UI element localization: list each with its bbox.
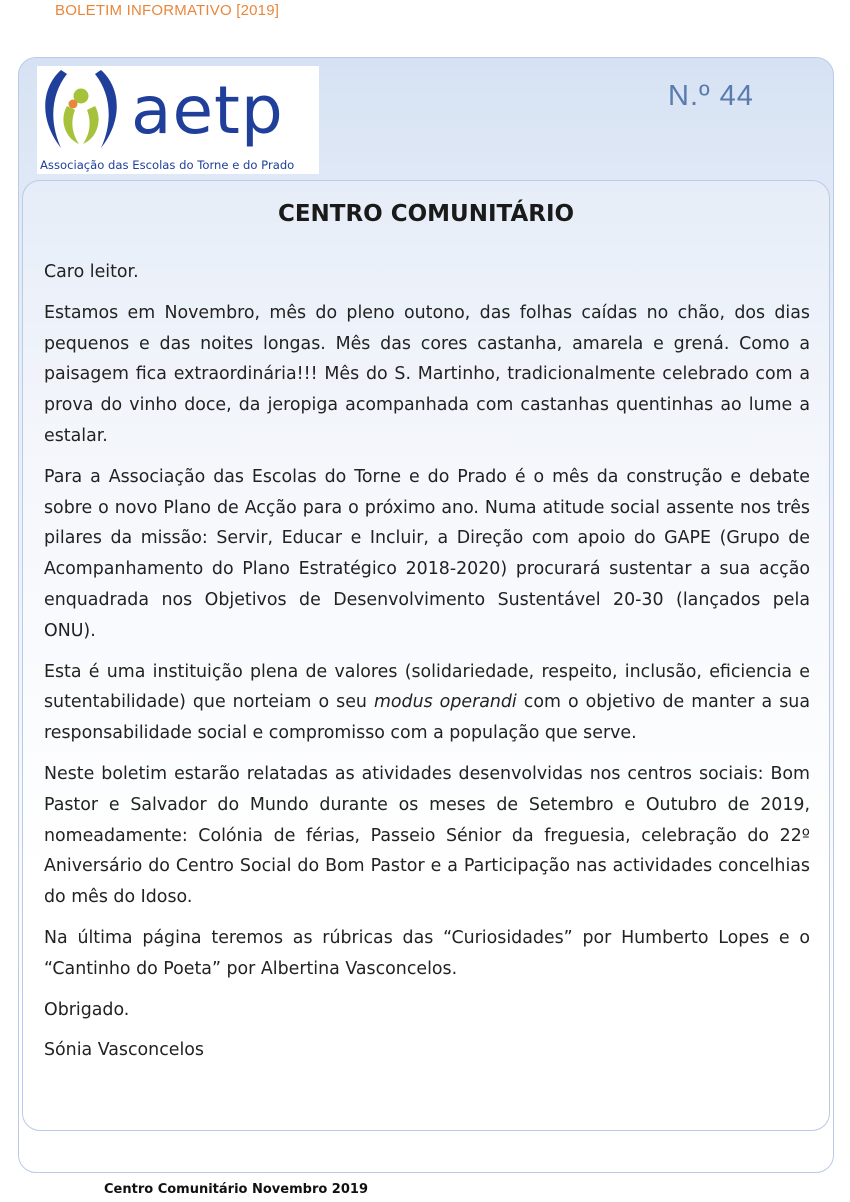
- article-body: [44, 257, 810, 1076]
- article-title: CENTRO COMUNITÁRIO: [277, 201, 575, 227]
- aetp-logo-graphic: [37, 66, 319, 174]
- article-paragraph-5: Na última página teremos as rúbricas das “Curiosidades” por Humberto Lopes e o “Cantinho do Poeta” por Albertina Vasconcelos.: [44, 927, 810, 979]
- logo-caption: Associação das Escolas do Torne e do Prado: [40, 158, 295, 172]
- article-signature: Sónia Vasconcelos: [44, 1040, 204, 1061]
- aetp-logo: [37, 66, 319, 174]
- logo-wordmark: aetp: [131, 72, 284, 149]
- article-paragraph-2: Para a Associação das Escolas do Torne e do Prado é o mês da construção e debate sobre o novo Plano de Acção para o próximo ano. Numa atitude social assente nos três pilares da missão: Servir, Educar e Incluir, a Direção com apoio do GAPE (Grupo de Acompanhamento do Plano Estratégico 2018-2020) procurará sustentar a sua acção enquadrada nos Objetivos de Desenvolvimento Sustentável 20-30 (lançados pela ONU).: [44, 466, 810, 641]
- article-paragraph-3: [44, 657, 810, 749]
- paragraph-3-text-start: Esta é uma instituição plena de valores (solidariedade, respeito, inclusão, eficiencia e sutentabilidade) que norteiam o seu: [44, 661, 810, 713]
- article-paragraph-1: Estamos em Novembro, mês do pleno outono, das folhas caídas no chão, dos dias pequenos e das noites longas. Mês das cores castanha, amarela e grená. Como a paisagem fica extraordinária!!! Mês do S. Martinho, tradicionalmente celebrado com a prova do vinho doce, da jeropiga acompanhada com castanhas quentinhas ao lume a estalar.: [44, 302, 810, 446]
- issue-number: N.º 44: [668, 80, 754, 112]
- article-paragraph-4: Neste boletim estarão relatadas as atividades desenvolvidas nos centros sociais: Bom Pastor e Salvador do Mundo durante os meses de Setembro e Outubro de 2019, nomeadamente: Colónia de férias, Passeio Sénior da freguesia, celebração do 22º Aniversário do Centro Social do Bom Pastor e a Participação nas actividades concelhias do mês do Idoso.: [44, 763, 810, 908]
- article-greeting: Caro leitor.: [44, 262, 139, 282]
- newsletter-header-label: BOLETIM INFORMATIVO [2019]: [55, 2, 280, 19]
- paragraph-3-text-end: com o objetivo de manter a sua responsabilidade social e compromisso com a população que serve.: [44, 692, 810, 744]
- article-closing: Obrigado.: [44, 999, 130, 1020]
- modus-operandi-italic: modus operandi: [373, 692, 517, 713]
- page-footer: Centro Comunitário Novembro 2019: [104, 1182, 368, 1197]
